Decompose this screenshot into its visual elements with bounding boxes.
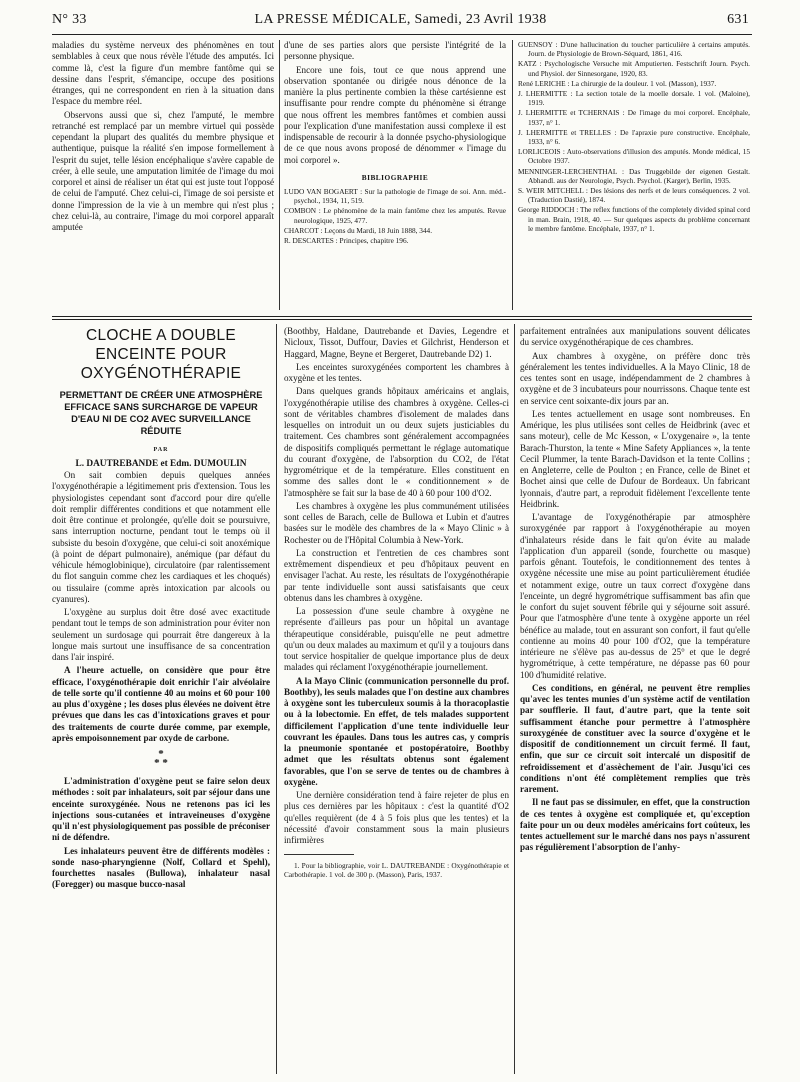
footnote: 1. Pour la bibliographie, voir L. DAUTREBANDE : Oxygénothérapie et Carbothérapie. 1 vol. de 300 p. (Masson), Paris, 1937. xyxy=(284,861,509,880)
paragraph: Dans quelques grands hôpitaux américains et anglais, l'oxygénothérapie utilise des chambres à oxygène. Celles-ci sont de véritables chambres d'isolement de malades dans lesquelles on introduit un ou deux sujets justiciables du traitement. Ces chambres sont généralement accompagnées de dispositifs compliqués permettant le réglage automatique du courant d'oxygène, de l'absorption du CO2, de l'état hygrométrique et de la température. Elles constituent en somme des salles dont le « conditionnement » de l'atmosphère se fait sur la base de 40 à 60 pour 100 d'O2. xyxy=(284,386,509,498)
bib-entry: René LERICHE : La chirurgie de la douleur. 1 vol. (Masson), 1937. xyxy=(518,78,717,88)
paragraph: Les enceintes suroxygénées comportent les chambres à oxygène et les tentes. xyxy=(284,361,509,383)
bib-entry: LUDO VAN BOGAERT : Sur la pathologie de l'image de soi. Ann. méd.-psychol., 1934, 11, 519. xyxy=(284,187,506,206)
issue-number: N° 33 xyxy=(52,12,87,27)
column-rule xyxy=(279,40,280,310)
paragraph: A l'heure actuelle, on considère que pour être efficace, l'oxygénothérapie doit enrichir l'air alvéolaire de telle sorte qu'il contienne 40 au moins et 60 pour 100 au plus d'oxygène ; les doses plus élevées ne doivent être prévues que dans les cas d'intoxications graves et pour des traitements de courte durée comme, par exemple, après empoisonnement par oxyde de carbone. xyxy=(52,665,270,743)
article-column-3 xyxy=(520,326,750,856)
paragraph: Aux chambres à oxygène, on préfère donc très généralement les tentes individuelles. A la Mayo Clinic, 18 de ces tentes sont en usage, indépendamment de 2 chambres à oxygène et de 3 incubateurs pour nourrissons. Chaque tente est en service cent soixante-dix jours par an. xyxy=(520,350,750,406)
article-authors: L. DAUTREBANDE et Edm. DUMOULIN xyxy=(75,459,247,469)
bib-entry: George RIDDOCH : The reflex functions of the completely divided spinal cord in man. Brain, 1918, 40. — Sur quelques aspects du problème concernant le membre fantôme. Encéphale, 1937, n° 1. xyxy=(518,205,750,233)
bibliography-heading: BIBLIOGRAPHIE xyxy=(361,172,429,182)
paragraph: On sait combien depuis quelques années l'oxygénothérapie a légitimement pris d'extension. Tous les physiologistes cependant sont d'accord pour dire qu'elle doit remplir différentes conditions et que notamment elle doit être continue et prolongée, qu'elle doit se poursuivre, sans interruption nocturne, pendant tout le temps où il subsiste du besoin d'oxygène, que celui-ci soit anoxémique (à point de départ pulmonaire), anémique (par défaut du véhicule hémoglobinique), circulatoire (par ralentissement du flot sanguin comme chez les cardiaques et les choqués) ou tissulaire (comme après intoxication par alcools ou cyanures). xyxy=(52,470,270,604)
paragraph: Les chambres à oxygène les plus communément utilisées sont celles de Barach, celle de Bullowa et Lubin et d'autres basées sur le modèle des chambres de la « Mayo Clinic » à Rochester ou de l'Hôpital Columbia à New-York. xyxy=(284,500,509,545)
paragraph: L'avantage de l'oxygénothérapie par atmosphère suroxygénée par rapport à l'oxygénothérapie au moyen d'inhalateurs réside dans le fait qu'on évite au malade l'application d'un appareil (sonde, fourchette ou masque) parfois gênant. Toutefois, le conditionnement des tentes à oxygène nécessite une mise au point particulièrement étudiée et notamment exige, outre un taux correct d'oxygène dans l'enceinte, un degré hygrométrique suffisamment bas afin que le confort du sujet souvent fébrile qui y séjourne soit assuré. Pour que l'atmosphère d'une tente à oxygène apporte un réel bénéfice au malade, tout en assurant son confort, il faut qu'elle contienne au moins 40 pour 100 d'O2, que la température intérieure ne s'élève pas au-dessus de 25° et que le degré hygrométrique, à cette température, ne dépasse pas 60 pour 100 d'humidité relative. xyxy=(520,512,750,680)
article-title: CLOCHE A DOUBLE ENCEINTE POUR OXYGÉNOTHÉRAPIE xyxy=(80,327,242,382)
top-column-2 xyxy=(284,40,506,246)
top-column-1 xyxy=(52,40,274,235)
header-rule xyxy=(52,34,752,35)
article-column-1 xyxy=(52,470,270,893)
bib-entry: R. DESCARTES : Principes, chapitre 196. xyxy=(284,236,409,246)
paragraph: Une dernière considération tend à faire rejeter de plus en plus ces dernières par les hôpitaux : c'est la quantité d'O2 qu'elles requièrent (de 4 à 5 fois plus que les tentes) et la nécessité d'avoir constamment sous la main plusieurs infirmières xyxy=(284,790,509,845)
paragraph: L'oxygène au surplus doit être dosé avec exactitude pendant tout le temps de son administration pour éviter non seulement un surdosage qui pourrait être dangereux à la longue mais surtout une insuffisance de sa concentration dans l'air inspiré. xyxy=(52,607,270,662)
section-rule xyxy=(52,319,752,320)
bib-entry: J. LHERMITTE et TCHERNAIS : De l'image du moi corporel. Encéphale, 1937, n° 1. xyxy=(518,108,750,127)
paragraph: A la Mayo Clinic (communication personnelle du prof. Boothby), les seuls malades que l'on destine aux chambres à oxygène sont les tuberculeux soumis à la thoracoplastie ou à la lobectomie. En effet, de tels malades supportent difficilement l'application d'une tente individuelle leur couvrant les épaules. Dans tous les autres cas, y compris la pneumonie spontanée et postopératoire, Boothby admet que les résultats obtenus sont également favorables, que l'on se serve de tentes ou de chambres à oxygène. xyxy=(284,675,509,787)
paragraph: Il ne faut pas se dissimuler, en effet, que la construction de ces tentes à oxygène est compliquée et, qu'exception faite pour un ou deux modèles américains fort coûteux, les tentes actuellement sur le marché dans nos pays n'assurent pas régulièrement l'absorption de l'anhy- xyxy=(520,797,750,853)
bib-entry: CHARCOT : Leçons du Mardi, 18 Juin 1888, 344. xyxy=(284,225,433,235)
byline-par: PAR xyxy=(153,447,169,453)
article-subtitle: PERMETTANT DE CRÉER UNE ATMOSPHÈRE EFFICACE SANS SURCHARGE DE VAPEUR D'EAU NI DE CO2 AVEC SURVEILLANCE RÉDUITE xyxy=(59,390,263,436)
paragraph: Ces conditions, en général, ne peuvent être remplies qu'avec les tentes munies d'un système actif de ventilation par soufflerie. Il faut, d'autre part, que la tente soit suffisamment étanche pour permettre à l'atmosphère suroxygénée de constituer avec la source d'oxygène et le dispositif de conditionnement un circuit fermé. Il faut, enfin, que sur ce circuit soit intercalé un dispositif de refroidissement et d'assèchement de l'air. Jusqu'ici ces conditions n'ont été complètement remplies que très rarement. xyxy=(520,682,750,794)
section-rule xyxy=(52,316,752,317)
paragraph: Les tentes actuellement en usage sont nombreuses. En Amérique, les plus utilisées sont celles de Heidbrink (avec et sans moteur), celle de Mc Kesson, « L'oxygenaire », la tente Barach-Thurston, la tente « Mine Safety Appliances », la tente Cecil Plummer, la tente Barach-Davidson et la tente Collins ; en Angleterre, celle de Poulton ; en France, celle de Binet et Bochet ainsi que celle de Dufour de Bordeaux. Un fabricant lyonnais, d'autre part, a reproduit fidèlement l'excellente tente Heidbrink. xyxy=(520,408,750,509)
paragraph: d'une de ses parties alors que persiste l'intégrité de la personne physique. xyxy=(284,40,506,62)
footnote-rule xyxy=(284,854,354,855)
bib-entry: LORLICEOIS : Auto-observations d'illusion des amputés. Monde médical, 15 Octobre 1937. xyxy=(518,147,750,166)
paragraph: (Boothby, Haldane, Dautrebande et Davies, Legendre et Nicloux, Tissot, Duffour, Davies et Gilchrist, Henderson et Haggard, Magne, Beyne et Bergeret, Dautrebande D2) 1. xyxy=(284,326,509,359)
article-title-block xyxy=(52,326,270,469)
article-column-2 xyxy=(284,326,509,880)
journal-title: LA PRESSE MÉDICALE, Samedi, 23 Avril 1938 xyxy=(254,12,547,27)
page-folio: 631 xyxy=(727,12,749,27)
paragraph: Encore une fois, tout ce que nous apprend une observation spontanée ou dirigée nous dénonce de la manière la plus pertinente combien la thèse cartésienne est insuffisante pour rendre compte du phénomène si étrange que nous offrent les membres fantômes et combien aussi pour l'explication d'une manifestation aussi complexe il est indispensable de recourir à la donnée psycho-physiologique de ce que nous avons proposé de dénommer « l'image du moi corporel ». xyxy=(284,64,506,165)
paragraph: parfaitement entraînées aux manipulations souvent délicates du service oxygénothérapique de ces chambres. xyxy=(520,326,750,348)
bib-entry: J. LHERMITTE : La section totale de la moelle dorsale. 1 vol. (Maloine), 1919. xyxy=(518,89,750,108)
section-separator-stars: * * * xyxy=(154,748,168,769)
paragraph: Observons aussi que si, chez l'amputé, le membre retranché est remplacé par un membre virtuel qui possède cependant la plupart des qualités du membre physique et authentique, puisque la réalité s'en impose formellement à l'esprit du sujet, telle lésion encéphalique s'avère capable de créer, à elle seule, une amputation limitée de l'image du moi corporel et ainsi de réaliser un état qui est juste tout l'opposé de celui de l'amputé. Chez celui-ci, l'image de soi persiste et donne l'impression de la vie à un membre qui n'est plus ; chez celui-là, au contraire, l'image du moi corporel apparaît amputée xyxy=(52,109,274,232)
running-header xyxy=(52,12,749,32)
column-rule xyxy=(512,40,513,310)
paragraph: La possession d'une seule chambre à oxygène ne représente d'ailleurs pas pour un hôpital un avantage thérapeutique considérable, puisqu'elle ne peut admettre qu'un ou deux malades au maximum et qu'il y a toujours dans tout service hospitalier de quelque importance plus de deux malades qui réclament l'oxygénothérapie journellement. xyxy=(284,606,509,673)
bib-entry: MENNINGER-LERCHENTHAL : Das Truggebilde der eigenen Gestalt. Abhandl. aus der Neurologie, Psych. Psychol. (Karger), Berlin, 1935. xyxy=(518,166,750,185)
column-rule xyxy=(276,324,277,1074)
paragraph: maladies du système nerveux des phénomènes en tout semblables à ceux que nous révèle l'étude des amputés. Ici comme là, c'est la figure d'un membre fantôme qui se dessine dans l'esprit, s'émancipe, occupe des positions étranges, qui ne correspondent en rien à la situation dans l'espace du membre réel. xyxy=(52,40,274,107)
bib-entry: J. LHERMITTE et TRELLES : De l'apraxie pure constructive. Encéphale, 1933, n° 6. xyxy=(518,127,750,147)
paragraph: L'administration d'oxygène peut se faire selon deux méthodes : soit par inhalateurs, soit par séjour dans une enceinte suroxygénée. Nous ne retenons pas ici les injections sous-cutanées et intraveineuses d'oxygène qu'il n'est physiologiquement pas possible de préconiser ni de défendre. xyxy=(52,776,270,843)
column-rule xyxy=(514,324,515,1074)
paragraph: Les inhalateurs peuvent être de différents modèles : sonde naso-pharyngienne (Nolf, Collard et Spehl), fourchettes nasales (Bullowa), inhalateur nasal (Foregger) ou masque bucco-nasal xyxy=(52,845,270,890)
bibliography-list xyxy=(284,187,506,245)
paragraph: La construction et l'entretien de ces chambres sont extrêmement dispendieux et peu d'hôpitaux peuvent en envisager l'achat. Au reste, les résultats de l'oxygénothérapie par tente individuelle sont aussi satisfaisants que ceux obtenus dans les chambres à oxygène. xyxy=(284,547,509,603)
bib-entry: COMBON : Le phénomène de la main fantôme chez les amputés. Revue neurologique, 1925, 477. xyxy=(284,206,506,225)
bib-entry: GUENSOY : D'une hallucination du toucher particulière à certains amputés. Journ. de Physiologie de Brown-Séquard, 1861, 416. xyxy=(518,40,750,59)
top-column-3-bibliography xyxy=(518,40,750,234)
bib-entry: S. WEIR MITCHELL : Des lésions des nerfs et de leurs conséquences. 2 vol. (Traduction Dastié), 1874. xyxy=(518,186,750,205)
bib-entry: KATZ : Psychologische Versuche mit Amputierten. Festschrift Journ. Psych. und Physiol. der Sinnesorgane, 1920, 83. xyxy=(518,59,750,78)
